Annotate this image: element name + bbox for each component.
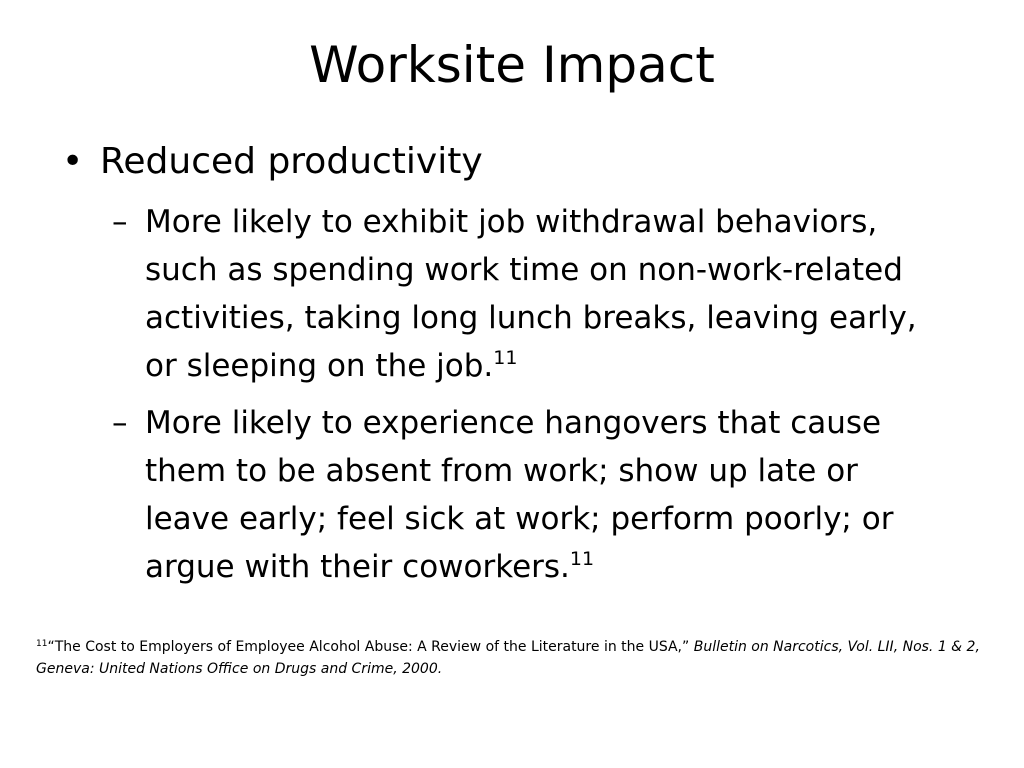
text-line-content: argue with their coworkers. [145,549,570,585]
text-line [145,543,945,591]
footnote-line-2: Geneva: United Nations Office on Drugs and Crime, 2000. [36,661,443,677]
sub-bullet-marker: – [112,405,128,441]
footnote-source: Bulletin on Narcotics, Vol. LII, Nos. 1 & 2, [693,639,980,655]
text-line: leave early; feel sick at work; perform poorly; or [145,501,894,537]
sub-bullet-marker: – [112,204,128,240]
text-line: activities, taking long lunch breaks, leaving early, [145,300,917,336]
citation-superscript: 11 [569,548,595,570]
footnote-line-1 [36,636,996,658]
citation-superscript: 11 [493,347,518,369]
footnote [36,636,996,680]
text-line: such as spending work time on non-work-related [145,252,903,288]
sub-bullet-text [145,198,945,390]
footnote-title: “The Cost to Employers of Employee Alcohol Abuse: A Review of the Literature in the USA,” [47,639,690,655]
footnote-number: 11 [36,639,48,649]
main-bullet-text: Reduced productivity [100,141,483,182]
text-line [145,342,945,390]
slide-title: Worksite Impact [309,36,715,94]
text-line: More likely to experience hangovers that cause [145,405,882,441]
bullet-marker: • [62,141,84,182]
sub-bullet-text [145,399,945,591]
text-line-content: or sleeping on the job. [145,348,494,384]
text-line: them to be absent from work; show up late or [145,453,858,489]
text-line: More likely to exhibit job withdrawal behaviors, [145,204,878,240]
